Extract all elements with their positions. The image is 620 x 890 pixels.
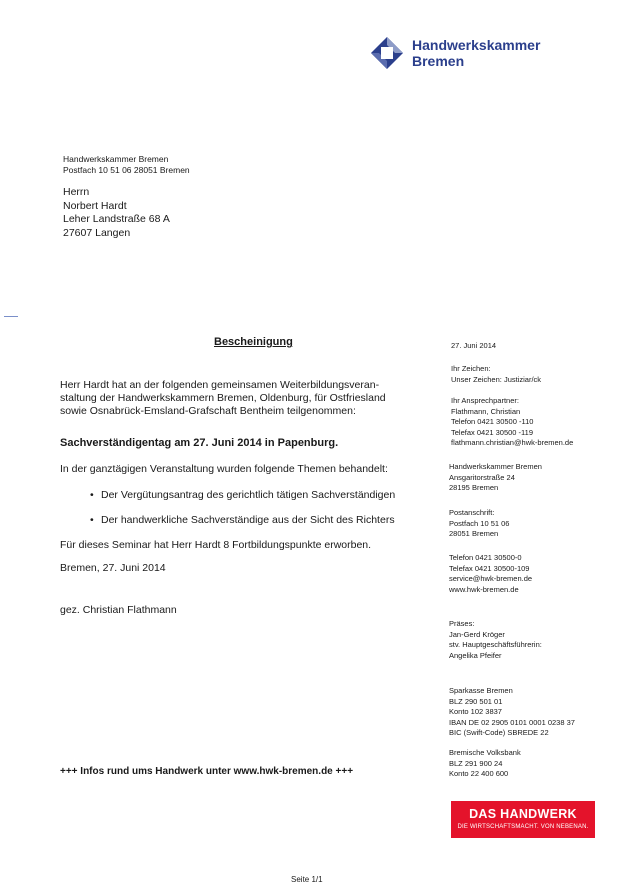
bank2-name: Bremische Volksbank	[449, 748, 521, 757]
signature: gez. Christian Flathmann	[60, 604, 177, 616]
bank1-iban: IBAN DE 02 2905 0101 0001 0238 37	[449, 717, 575, 727]
bank1-bic: BIC (Swift-Code) SBREDE 22	[449, 728, 549, 737]
das-handwerk-badge	[451, 801, 595, 838]
event-title: Sachverständigentag am 27. Juni 2014 in Papenburg.	[60, 437, 339, 449]
topic-text: Der Vergütungsantrag des gerichtlich tätigen Sachverständigen	[101, 489, 396, 501]
hwk-logo-icon	[370, 36, 404, 70]
bank1-account: Konto 102 3837	[449, 707, 502, 716]
intro-line-2: staltung der Handwerkskammern Bremen, Oldenburg, für Ostfriesland	[60, 392, 386, 404]
reference-yours: Ihr Zeichen:	[451, 364, 491, 373]
sender-address	[63, 154, 190, 176]
intro-paragraph	[60, 379, 386, 418]
place-date: Bremen, 27. Juni 2014	[60, 562, 166, 574]
deputy-name: Angelika Pfeifer	[449, 650, 502, 660]
page-number: Seite 1/1	[291, 875, 323, 884]
contact-email: flathmann.christian@hwk-bremen.de	[451, 438, 574, 447]
bank2-account: Konto 22 400 600	[449, 769, 509, 778]
reference-ours: Unser Zeichen: Justiziar/ck	[451, 374, 542, 384]
general-contact-block	[449, 553, 532, 595]
president-label: Präses:	[449, 619, 475, 628]
fold-mark	[4, 316, 18, 317]
postal-city: 28051 Bremen	[449, 529, 499, 538]
topics-intro: In der ganztägigen Veranstaltung wurden folgende Themen behandelt:	[60, 463, 388, 475]
office-street: Ansgaritorstraße 24	[449, 472, 515, 482]
topic-text: Der handwerkliche Sachverständige aus der Sicht des Richters	[101, 514, 395, 526]
postal-box: Postfach 10 51 06	[449, 518, 510, 528]
sender-line-1: Handwerkskammer Bremen	[63, 154, 169, 164]
organization-logo-text	[412, 37, 540, 69]
sender-line-2: Postfach 10 51 06 28051 Bremen	[63, 165, 190, 175]
intro-line-1: Herr Hardt hat an der folgenden gemeinsamen Weiterbildungsveran-	[60, 379, 380, 391]
recipient-address	[63, 186, 170, 240]
contact-phone: Telefon 0421 30500 -110	[451, 417, 534, 426]
topic-list-item	[90, 514, 395, 526]
badge-title: DAS HANDWERK	[469, 807, 577, 821]
office-name: Handwerkskammer Bremen	[449, 462, 542, 471]
logo-line-2: Bremen	[412, 53, 465, 69]
bank1-blz: BLZ 290 501 01	[449, 696, 503, 706]
recipient-name: Norbert Hardt	[63, 199, 127, 212]
recipient-city: 27607 Langen	[63, 226, 131, 239]
document-title: Bescheinigung	[214, 336, 293, 348]
bank-block-1	[449, 686, 575, 739]
office-city: 28195 Bremen	[449, 483, 499, 492]
reference-block	[451, 364, 541, 385]
board-block	[449, 619, 542, 661]
logo-line-1: Handwerkskammer	[412, 37, 541, 53]
postal-address-block	[449, 508, 509, 540]
topic-list-item	[90, 489, 395, 501]
general-email: service@hwk-bremen.de	[449, 574, 533, 583]
contact-fax: Telefax 0421 30500 -119	[451, 427, 534, 437]
president-name: Jan-Gerd Kröger	[449, 629, 505, 639]
deputy-label: stv. Hauptgeschäftsführerin:	[449, 640, 542, 649]
contact-name: Flathmann, Christian	[451, 406, 521, 416]
contact-label: Ihr Ansprechpartner:	[451, 396, 519, 405]
contact-block	[451, 396, 573, 449]
credits-paragraph: Für dieses Seminar hat Herr Hardt 8 Fortbildungspunkte erworben.	[60, 539, 372, 551]
recipient-salutation: Herrn	[63, 186, 90, 198]
intro-line-3: sowie Osnabrück-Emsland-Grafschaft Bentheim teilgenommen:	[60, 405, 356, 417]
footer-tagline: +++ Infos rund ums Handwerk unter www.hwk-bremen.de +++	[60, 766, 354, 777]
general-web: www.hwk-bremen.de	[449, 584, 519, 594]
bank1-name: Sparkasse Bremen	[449, 686, 513, 695]
general-phone: Telefon 0421 30500-0	[449, 553, 522, 562]
badge-subtitle: DIE WIRTSCHAFTSMACHT. VON NEBENAN.	[457, 824, 589, 830]
office-address-block	[449, 462, 542, 494]
letter-date: 27. Juni 2014	[451, 341, 497, 350]
bank-block-2	[449, 748, 521, 780]
bank2-blz: BLZ 291 900 24	[449, 758, 503, 768]
general-fax: Telefax 0421 30500-109	[449, 563, 530, 573]
postal-label: Postanschrift:	[449, 508, 495, 517]
recipient-street: Leher Landstraße 68 A	[63, 213, 170, 225]
